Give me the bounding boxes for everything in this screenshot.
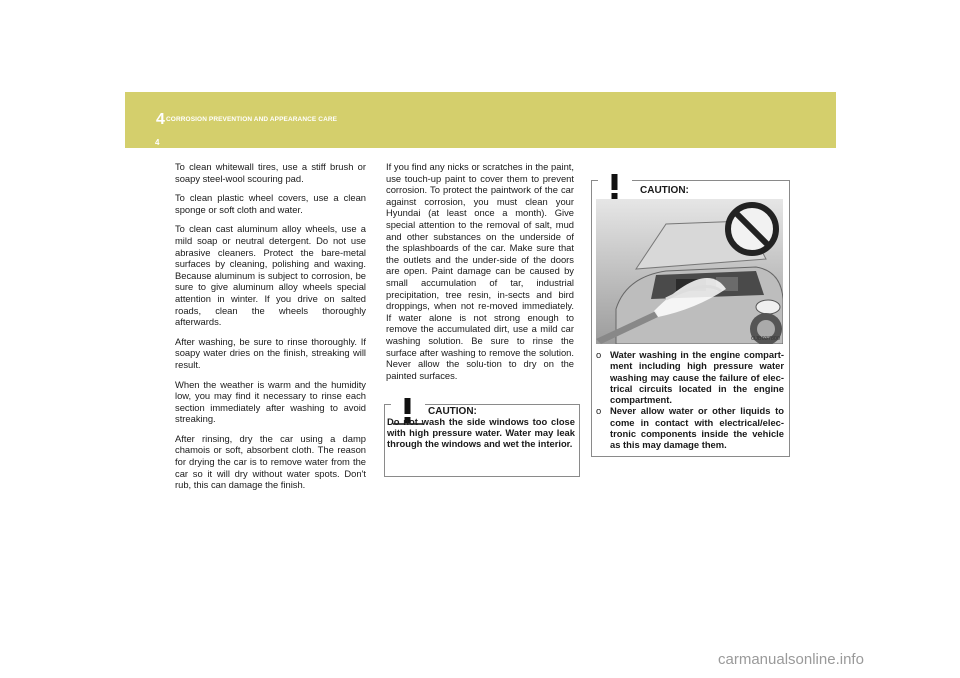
bullet-marker: o bbox=[596, 405, 602, 417]
column-left bbox=[175, 161, 366, 499]
engine-wash-illustration bbox=[596, 199, 783, 344]
chapter-title: CORROSION PREVENTION AND APPEARANCE CARE bbox=[166, 116, 338, 123]
caution-heading: CAUTION: bbox=[428, 406, 477, 417]
paragraph: When the weather is warm and the humidity low, you may find it necessary to rinse each section immediately after washing to avoid streaking. bbox=[175, 378, 366, 425]
bullet-text: Never allow water or other liquids to come in contact with electrical/elec-tronic components inside the vehicle as this may damage them. bbox=[610, 405, 784, 451]
warning-icon bbox=[598, 171, 632, 201]
watermark: carmanualsonline.info bbox=[718, 651, 864, 668]
paragraph: After washing, be sure to rinse thoroughly. If soapy water dries on the finish, streaking will result. bbox=[175, 335, 366, 370]
car-engine-image bbox=[596, 199, 783, 344]
caution-heading: CAUTION: bbox=[640, 185, 689, 196]
caution-bullet-list bbox=[596, 349, 784, 451]
column-middle bbox=[386, 161, 574, 389]
list-item bbox=[596, 349, 784, 405]
caution-box-windows bbox=[384, 404, 580, 477]
caution-text: Do not wash the side windows too close with high pressure water. Water may leak through the windows and wet the interior. bbox=[387, 416, 575, 450]
paragraph: If you find any nicks or scratches in the paint, use touch-up paint to cover them to prevent corrosion. To protect the paintwork of the car against corrosion, you must clean your Hyundai (at least once a month). Give special attention to the removal of salt, mud and other substances on the underside of the splashboards of the car. Make sure that the outlets and the under-side of the doors are open. Paint damage can be caused by small accumulation of tar, industrial precipitation, tree resin, in-sects and bird droppings, when not re-moved immediately. If water alone is not strong enough to remove the accumulated dirt, use a mild car washing solution. Be sure to rinse the surface after washing to remove the solution. Never allow the solu-tion to dry on the painted surfaces. bbox=[386, 161, 574, 381]
bullet-marker: o bbox=[596, 349, 602, 360]
paragraph: After rinsing, dry the car using a damp chamois or soft, absorbent cloth. The reason for drying the car is to remove water from the car so it will dry without water spots. Don't rub, this can damage the finish. bbox=[175, 432, 366, 491]
paragraph: To clean plastic wheel covers, use a clean sponge or soft cloth and water. bbox=[175, 192, 366, 215]
paragraph: To clean whitewall tires, use a stiff brush or soapy steel-wool scouring pad. bbox=[175, 161, 366, 184]
paragraph: To clean cast aluminum alloy wheels, use a mild soap or neutral detergent. Do not use abrasive cleaners. Protect the bare-metal surfaces by cleaning, polishing and waxing. Because aluminum is subject to corrosion, be sure to give aluminum alloy wheels special attention in winter. If you drive on salted roads, clean the wheels thoroughly afterwards. bbox=[175, 223, 366, 328]
chapter-number: 4 bbox=[156, 111, 165, 128]
image-code: OJB037800 bbox=[751, 336, 781, 342]
page-number: 4 bbox=[155, 138, 160, 147]
list-item bbox=[596, 405, 784, 450]
bullet-text: Water washing in the engine compart-ment including high pressure water washing may cause the failure of elec-trical circuits located in the engine compartment. bbox=[610, 349, 784, 406]
